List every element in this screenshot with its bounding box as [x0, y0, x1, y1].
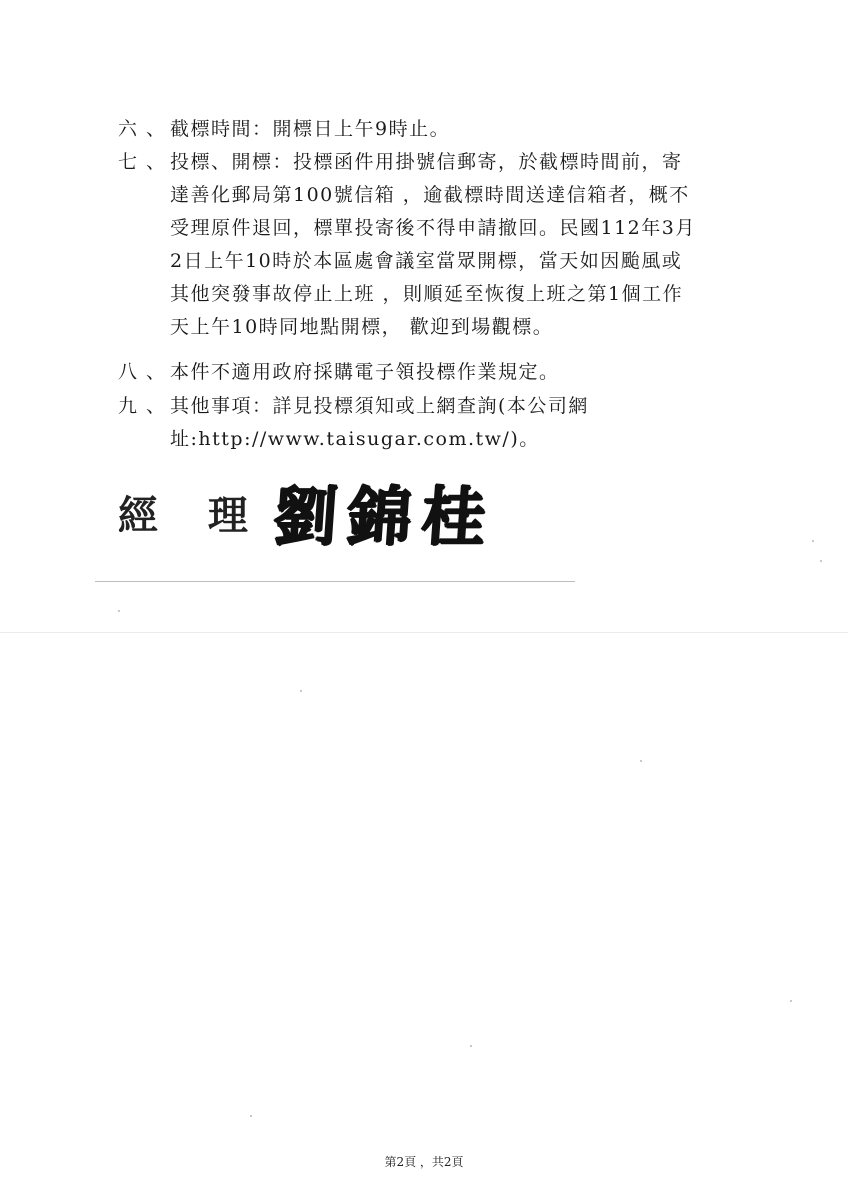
scan-speck: [790, 1000, 792, 1002]
clause-marker: 八 、: [118, 361, 167, 383]
signature-title: 經 理: [118, 491, 266, 539]
clause-body: [170, 113, 758, 146]
signature-name: 劉錦桂: [270, 480, 499, 555]
clause-line: 截標時間：開標日上午9時止。: [170, 118, 451, 140]
scan-speck: [640, 760, 642, 762]
clause-marker: 九 、: [118, 395, 167, 417]
clause-line: 投標、開標：投標函件用掛號信郵寄，於截標時間前，寄: [170, 151, 683, 173]
scan-speck: [250, 1115, 252, 1117]
clause-body: [170, 356, 758, 389]
scan-speck: [812, 540, 814, 542]
signature-block: [118, 472, 499, 555]
clause-7: [118, 146, 758, 344]
scan-speck: [118, 610, 120, 612]
clause-line: 天上午10時同地點開標， 歡迎到場觀標。: [170, 316, 554, 338]
clause-line: 達善化郵局第100號信箱 ，逾截標時間送達信箱者，概不: [170, 184, 690, 206]
clause-line: 受理原件退回，標單投寄後不得申請撤回。民國112年3月: [170, 217, 696, 239]
clause-line: 2日上午10時於本區處會議室當眾開標，當天如因颱風或: [170, 250, 683, 272]
scan-edge-line: [0, 632, 848, 633]
scan-speck: [300, 690, 302, 692]
clause-body: [170, 146, 758, 344]
divider-line: [95, 581, 575, 582]
clause-line: 本件不適用政府採購電子領投標作業規定。: [170, 361, 560, 383]
page-number: 第2頁 ，共2頁: [384, 1155, 464, 1169]
scan-speck: [820, 560, 822, 562]
clause-6: [118, 113, 758, 146]
clause-body: [170, 390, 758, 456]
scan-speck: [470, 1045, 472, 1047]
clause-9: [118, 390, 758, 456]
clause-line: 其他突發事故停止上班 ，則順延至恢復上班之第1個工作: [170, 283, 684, 305]
clause-marker: 六 、: [118, 118, 167, 140]
clause-line: 址:http://www.taisugar.com.tw/)。: [170, 428, 540, 450]
clause-8: [118, 356, 758, 389]
clause-line: 其他事項：詳見投標須知或上網查詢(本公司網: [170, 395, 589, 417]
clause-marker: 七 、: [118, 151, 167, 173]
